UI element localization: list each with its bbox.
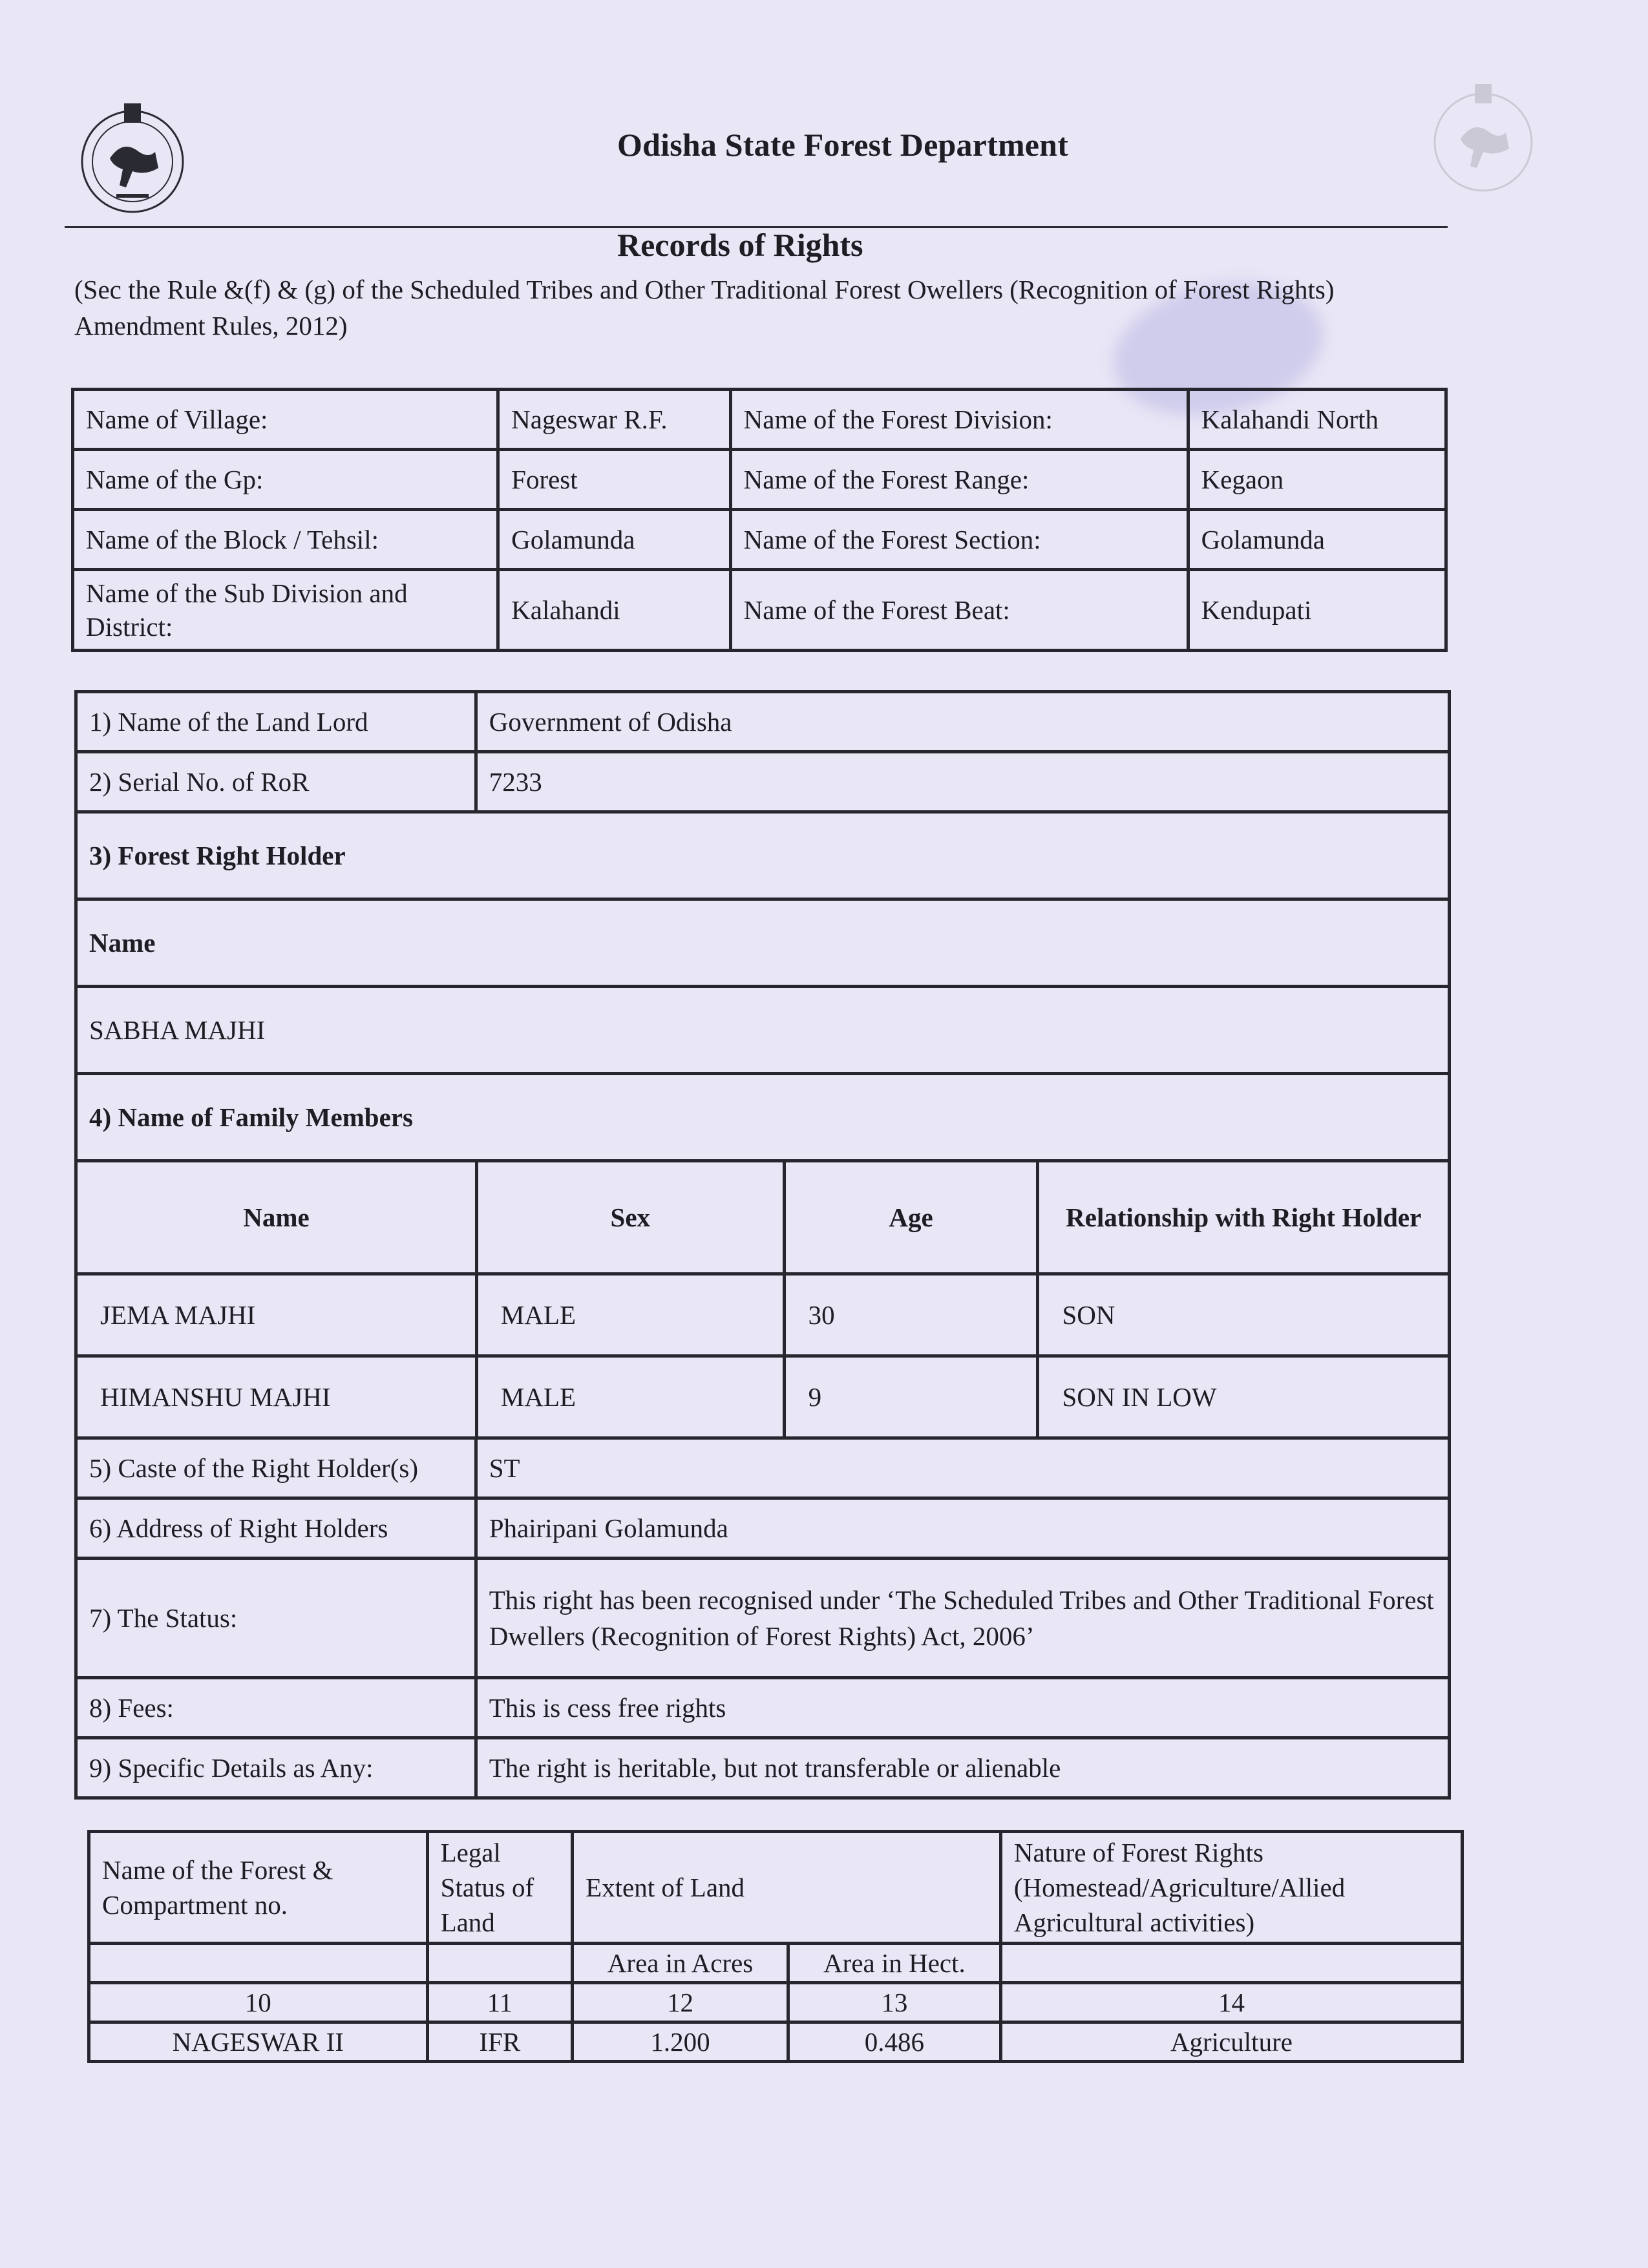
empty-cell	[427, 1944, 573, 1983]
land-nature: Agriculture	[1000, 2022, 1462, 2062]
holder-heading: 3) Forest Right Holder	[76, 812, 1450, 899]
subdiv-value: Kalahandi	[498, 570, 731, 651]
emblem-watermark-icon	[1428, 78, 1538, 200]
section-label: Name of the Forest Section:	[730, 510, 1188, 570]
empty-cell	[89, 1944, 428, 1983]
column-number: 10	[89, 1983, 428, 2022]
department-title: Odisha State Forest Department	[617, 127, 1069, 163]
caste-value: ST	[476, 1438, 1449, 1498]
table-row	[76, 1738, 1450, 1798]
family-members-table	[78, 1162, 1448, 1436]
address-label: 6) Address of Right Holders	[76, 1498, 476, 1559]
intro-text: (Sec the Rule &(f) & (g) of the Scheduled Tribes and Other Traditional Forest Owellers (Recognition of Forest Rights) Amendment Rules, 2012)	[74, 275, 1335, 341]
village-value: Nageswar R.F.	[498, 390, 731, 450]
division-label: Name of the Forest Division:	[730, 390, 1188, 450]
table-row	[76, 1678, 1450, 1738]
column-number: 13	[788, 1983, 1000, 2022]
gp-value: Forest	[498, 450, 731, 510]
land-hect: 0.486	[788, 2022, 1000, 2062]
column-number-row	[89, 1983, 1463, 2022]
section-value: Golamunda	[1188, 510, 1446, 570]
col-age-header: Age	[784, 1162, 1038, 1274]
table-row	[76, 752, 1450, 812]
table-row	[76, 812, 1450, 899]
legal-status-header: Legal Status of Land	[427, 1832, 573, 1944]
table-row	[78, 1356, 1448, 1437]
table-row	[76, 692, 1450, 752]
table-subheader-row	[89, 1944, 1463, 1983]
serial-value: 7233	[476, 752, 1449, 812]
gp-label: Name of the Gp:	[73, 450, 498, 510]
table-row	[76, 1074, 1450, 1161]
member-age: 9	[784, 1356, 1038, 1437]
table-row	[76, 1498, 1450, 1559]
table-row	[76, 899, 1450, 987]
forest-header: Name of the Forest & Compartment no.	[89, 1832, 428, 1944]
status-label: 7) The Status:	[76, 1559, 476, 1678]
member-sex: MALE	[476, 1274, 784, 1356]
table-row	[78, 1274, 1448, 1356]
member-name: HIMANSHU MAJHI	[78, 1356, 476, 1437]
table-row	[89, 2022, 1463, 2062]
member-name: JEMA MAJHI	[78, 1274, 476, 1356]
land-table	[87, 1830, 1464, 2063]
member-sex: MALE	[476, 1356, 784, 1437]
table-header-row	[89, 1832, 1463, 1944]
land-legal-status: IFR	[427, 2022, 573, 2062]
acres-header: Area in Acres	[573, 1944, 788, 1983]
range-label: Name of the Forest Range:	[730, 450, 1188, 510]
table-row	[76, 987, 1450, 1074]
family-heading: 4) Name of Family Members	[76, 1074, 1450, 1161]
division-value: Kalahandi North	[1188, 390, 1446, 450]
table-row	[76, 1161, 1450, 1438]
table-row	[76, 1438, 1450, 1498]
fees-value: This is cess free rights	[476, 1678, 1449, 1738]
member-relationship: SON	[1038, 1274, 1448, 1356]
location-table	[71, 388, 1448, 652]
table-header-row	[78, 1162, 1448, 1274]
family-members-cell	[76, 1161, 1450, 1438]
col-sex-header: Sex	[476, 1162, 784, 1274]
range-value: Kegaon	[1188, 450, 1446, 510]
record-table	[74, 690, 1451, 1800]
table-row	[73, 390, 1446, 450]
serial-label: 2) Serial No. of RoR	[76, 752, 476, 812]
table-row	[73, 450, 1446, 510]
column-number: 11	[427, 1983, 573, 2022]
status-value: This right has been recognised under ‘The Scheduled Tribes and Other Traditional Forest Dwellers (Recognition of Forest Rights) Act, 2006’	[476, 1559, 1449, 1678]
odisha-emblem-icon	[78, 97, 187, 220]
address-value: Phairipani Golamunda	[476, 1498, 1449, 1559]
col-relationship-header: Relationship with Right Holder	[1038, 1162, 1448, 1274]
fees-label: 8) Fees:	[76, 1678, 476, 1738]
beat-label: Name of the Forest Beat:	[730, 570, 1188, 651]
member-age: 30	[784, 1274, 1038, 1356]
land-acres: 1.200	[573, 2022, 788, 2062]
table-row	[73, 510, 1446, 570]
extent-header: Extent of Land	[573, 1832, 1001, 1944]
landlord-label: 1) Name of the Land Lord	[76, 692, 476, 752]
village-label: Name of Village:	[73, 390, 498, 450]
details-value: The right is heritable, but not transferable or alienable	[476, 1738, 1449, 1798]
hect-header: Area in Hect.	[788, 1944, 1000, 1983]
land-forest: NAGESWAR II	[89, 2022, 428, 2062]
block-label: Name of the Block / Tehsil:	[73, 510, 498, 570]
subdiv-label: Name of the Sub Division and District:	[73, 570, 498, 651]
table-row	[73, 570, 1446, 651]
column-number: 12	[573, 1983, 788, 2022]
name-heading: Name	[76, 899, 1450, 987]
member-relationship: SON IN LOW	[1062, 1382, 1217, 1412]
block-value: Golamunda	[498, 510, 731, 570]
beat-value: Kendupati	[1188, 570, 1446, 651]
column-number: 14	[1000, 1983, 1462, 2022]
landlord-value: Government of Odisha	[476, 692, 1449, 752]
nature-header: Nature of Forest Rights (Homestead/Agriculture/Allied Agricultural activities)	[1000, 1832, 1462, 1944]
holder-name: SABHA MAJHI	[76, 987, 1450, 1074]
empty-cell	[1000, 1944, 1462, 1983]
record-title: Records of Rights	[617, 227, 863, 263]
details-label: 9) Specific Details as Any:	[76, 1738, 476, 1798]
col-name-header: Name	[78, 1162, 476, 1274]
caste-label: 5) Caste of the Right Holder(s)	[76, 1438, 476, 1498]
table-row	[76, 1559, 1450, 1678]
